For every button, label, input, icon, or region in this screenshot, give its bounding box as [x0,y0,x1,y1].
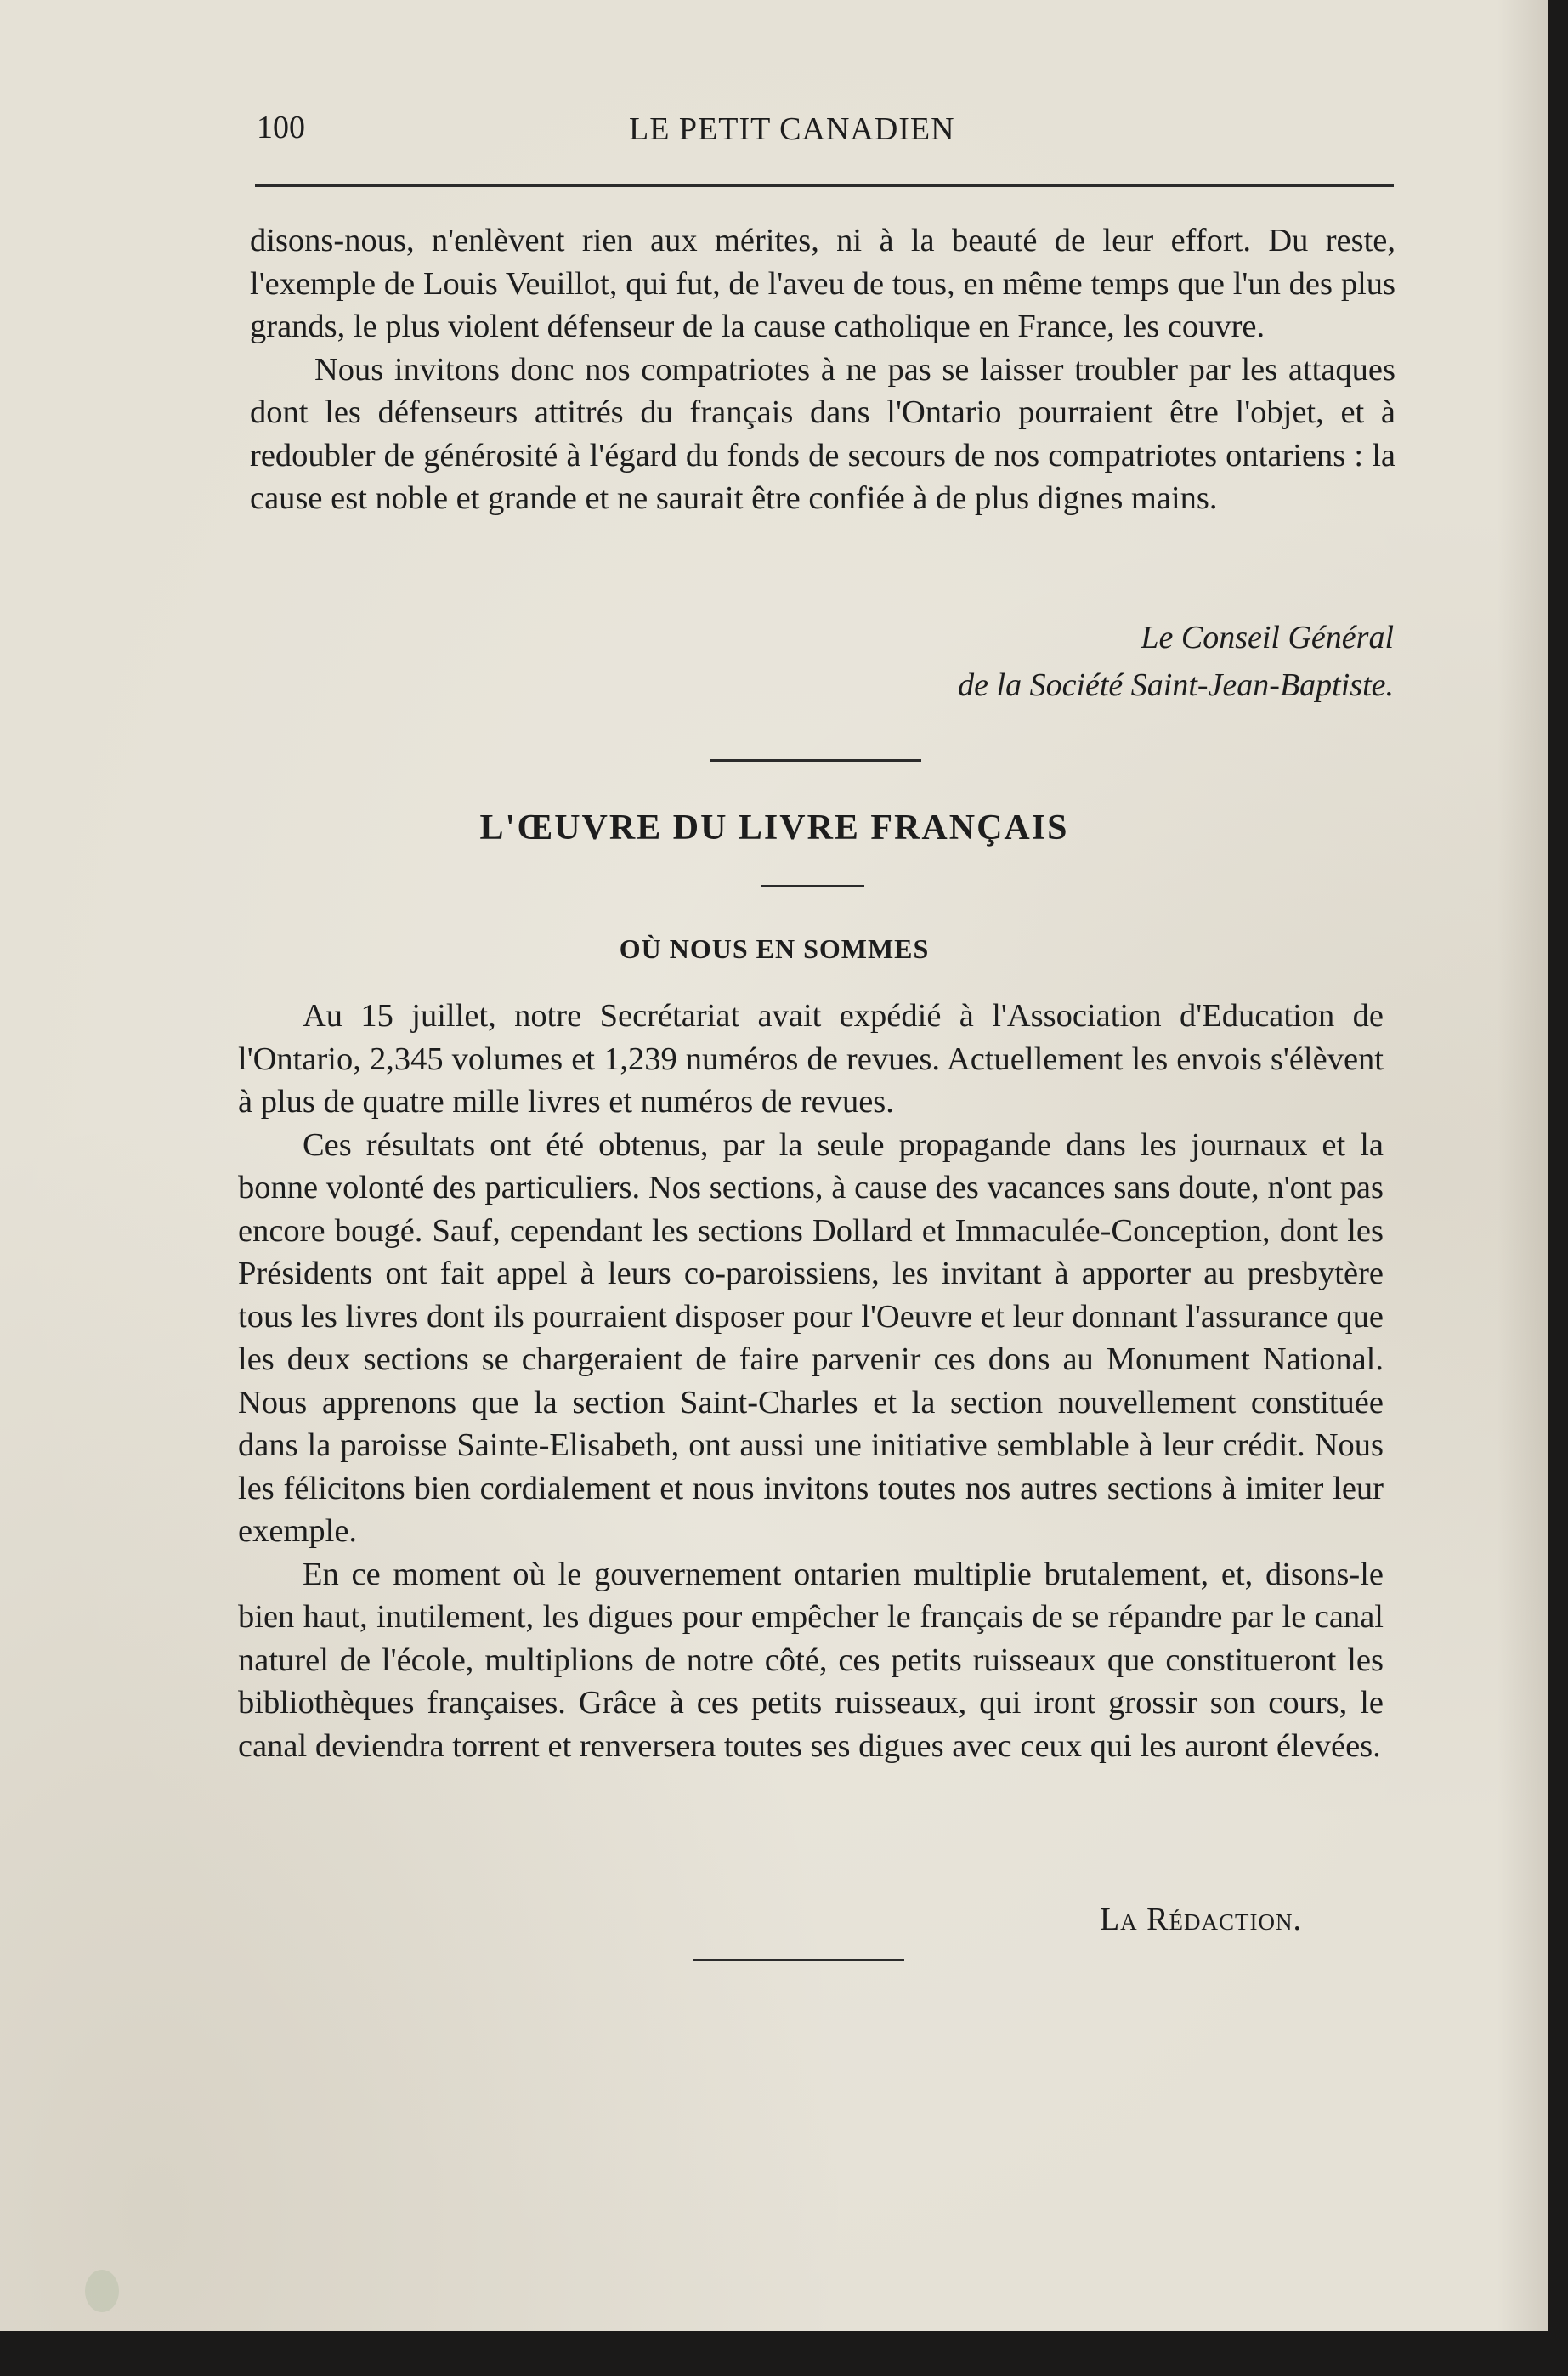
signature-line-2: de la Société Saint-Jean-Baptiste. [958,667,1394,703]
end-divider [693,1959,904,1961]
page-edge-shadow [1497,0,1548,2331]
section-divider [710,759,921,762]
article-subtitle: OÙ NOUS EN SOMMES [619,933,930,964]
title-divider [761,885,864,887]
continued-paragraph-1: disons-nous, n'enlèvent rien aux mérites, ni à la beauté de leur effort. Du reste, l'exemple de Louis Veuillot, qui fut, de l'aveu de tous, en même temps que l'un des plus grands, le plus violent défenseur de la cause catholique en France, les couvre. [250,223,1395,344]
header-rule [255,184,1394,187]
continued-text [250,219,1395,520]
article-title: L'ŒUVRE DU LIVRE FRANÇAIS [479,808,1069,848]
article-signature: La Rédaction. [1099,1902,1302,1937]
article-paragraph-2: Ces résultats ont été obtenus, par la seule propagande dans les journaux et la bonne volonté des particuliers. Nos sections, à cause des vacances sans doute, n'ont pas encore bougé. Sauf, cependant les sections Dollard et Immaculée-Conception, dont les Présidents ont fait appel à leurs co-paroissiens, les invitant à apporter au presbytère tous les livres dont ils pourraient disposer pour l'Oeuvre et leur donnant l'assurance que les deux sections se chargeraient de faire parvenir ces dons au Monument National. Nous apprenons que la section Saint-Charles et la section nouvellement constituée dans la paroisse Sainte-Elisabeth, ont aussi une initiative semblable à leur crédit. Nous les félicitons bien cordialement et nous invitons toutes nos autres sections à imiter leur exemple. [238,1126,1384,1549]
article-paragraph-1: Au 15 juillet, notre Secrétariat avait expédié à l'Association d'Education de l'Ontario, 2,345 volumes et 1,239 numéros de revues. Actuellement les envois s'élèvent à plus de quatre mille livres et numéros de revues. [238,998,1384,1120]
paper-stain [85,2270,119,2312]
signature-line-1: Le Conseil Général [1141,620,1394,655]
running-head [0,109,1548,160]
continued-paragraph-2: Nous invitons donc nos compatriotes à ne pas se laisser troubler par les attaques dont les défenseurs attitrés du français dans l'Ontario pourraient être l'objet, et à redoubler de générosité à l'égard du fonds de secours de nos compatriotes ontariens : la cause est noble et grande et ne saurait être confiée à de plus dignes mains. [250,351,1395,516]
journal-title: LE PETIT CANADIEN [629,111,955,147]
article-paragraph-3: En ce moment où le gouvernement ontarien multiplie brutalement, et, disons-le bien haut, inutilement, les digues pour empêcher le français de se répandre par le canal naturel de l'école, multiplions de notre côté, ces petits ruisseaux que constitueront les bibliothèques françaises. Grâce à ces petits ruisseaux, qui iront grossir son cours, le canal deviendra torrent et renversera toutes ses digues avec ceux qui les auront élevées. [238,1556,1384,1764]
page-number: 100 [257,110,305,145]
article-body [238,995,1384,1767]
